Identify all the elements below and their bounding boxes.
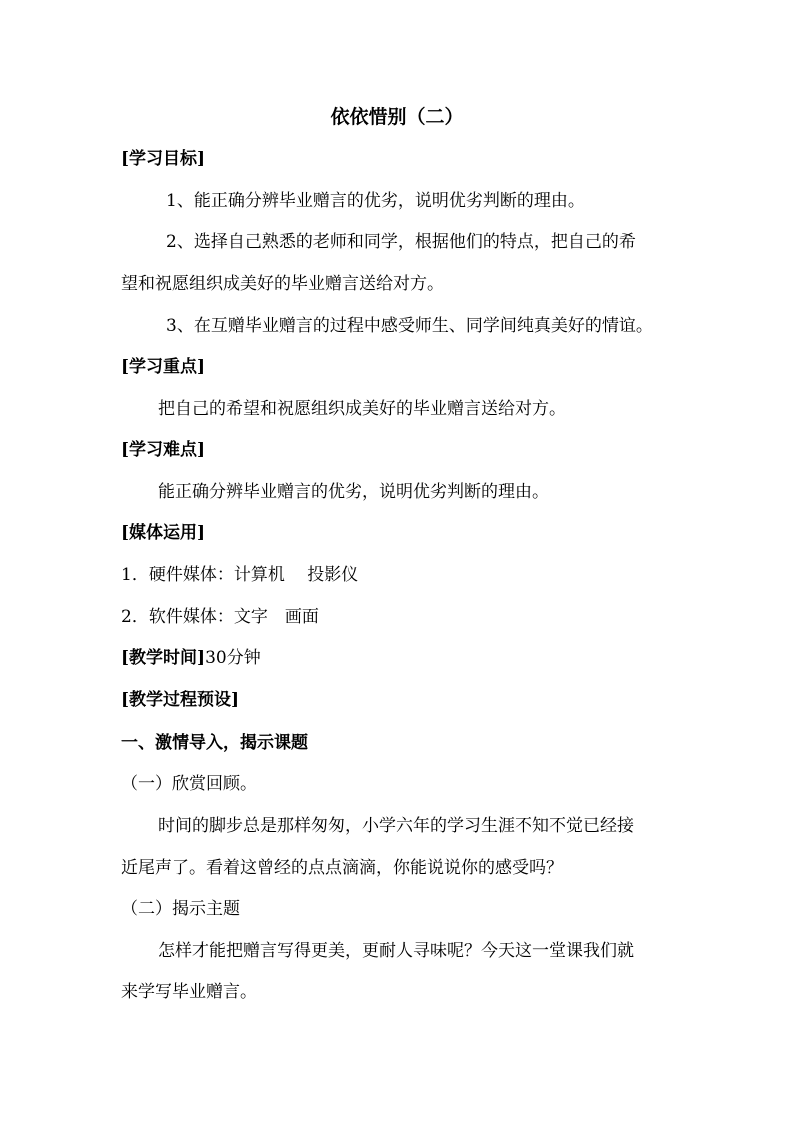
goal-item-2-line-2: 望和祝愿组织成美好的毕业赠言送给对方。 [121,274,444,294]
subsection-2-line-1: 怎样才能把赠言写得更美，更耐人寻味呢？今天这一堂课我们就 [158,941,634,961]
subsection-2-line-2: 来学写毕业赠言。 [121,982,257,1002]
heading-media: [媒体运用] [121,523,206,543]
heading-learning-goals: [学习目标] [121,149,206,169]
subsection-1-heading: （一）欣赏回顾。 [121,774,257,794]
subsection-1-line-2: 近尾声了。看着这曾经的点点滴滴，你能说说你的感受吗？ [121,858,563,878]
subsection-2-heading: （二）揭示主题 [121,899,240,919]
teaching-time-value: 30分钟 [205,648,261,668]
subsection-1-line-1: 时间的脚步总是那样匆匆，小学六年的学习生涯不知不觉已经接 [158,816,634,836]
key-points-text: 把自己的希望和祝愿组织成美好的毕业赠言送给对方。 [158,399,566,419]
heading-difficulties: [学习难点] [121,440,206,460]
goal-item-3: 3、在互赠毕业赠言的过程中感受师生、同学间纯真美好的情谊。 [166,316,653,336]
teaching-time-label: [教学时间] [121,648,206,668]
document-title: 依依惜别（二） [330,106,464,128]
teaching-time [121,646,261,670]
section-1-heading: 一、激情导入，揭示课题 [121,733,308,753]
difficulties-text: 能正确分辨毕业赠言的优劣，说明优劣判断的理由。 [158,482,549,502]
goal-item-1: 1、能正确分辨毕业赠言的优劣，说明优劣判断的理由。 [166,191,585,211]
heading-process: [教学过程预设] [121,690,240,710]
media-software: 2．软件媒体：文字 画面 [121,607,319,627]
media-hardware: 1．硬件媒体：计算机 投影仪 [121,565,359,585]
goal-item-2-line-1: 2、选择自己熟悉的老师和同学，根据他们的特点，把自己的希 [166,232,636,252]
heading-key-points: [学习重点] [121,357,206,377]
